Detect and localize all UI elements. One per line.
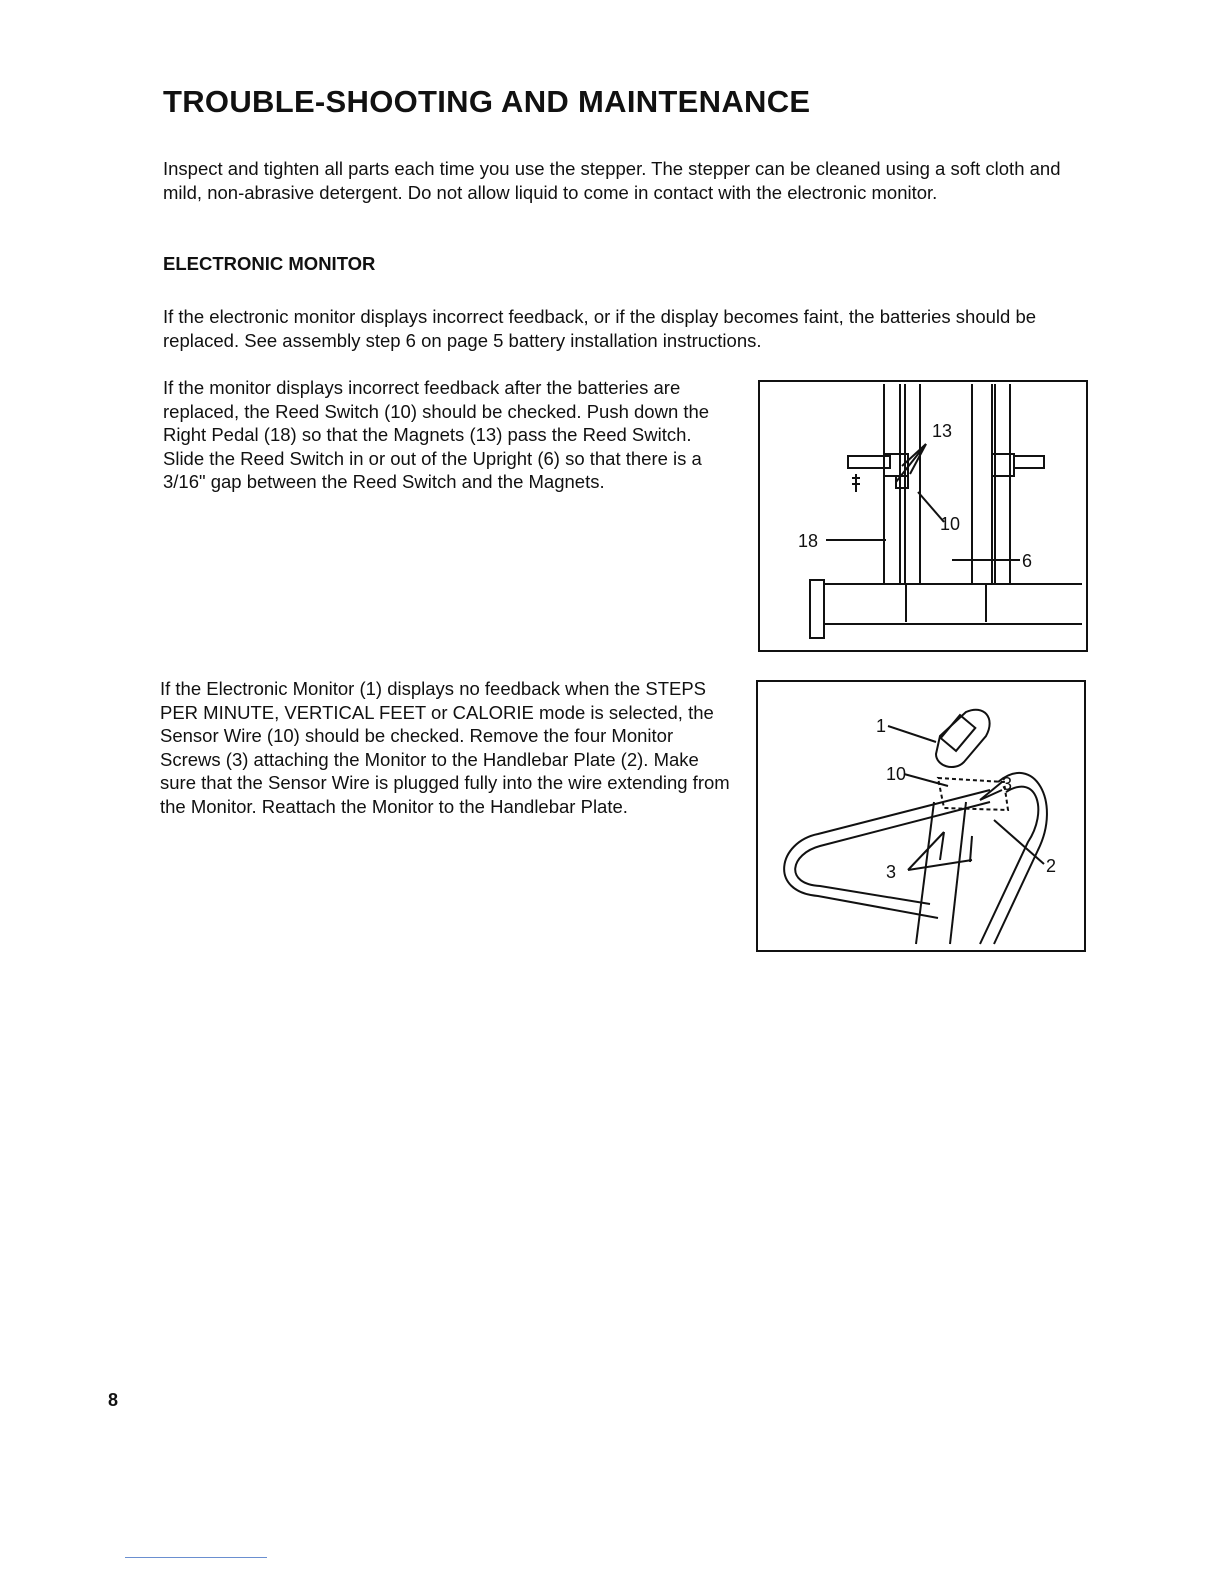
monitor-diagram [756,680,1086,952]
upright-label: 6 [1022,551,1033,571]
pedal-label: 18 [798,531,819,551]
sensor-wire-paragraph: If the Electronic Monitor (1) displays no feedback when the STEPS PER MINUTE, VERTICAL FEET or CALORIE mode is selected, the Sensor Wire (10) should be checked. Remove the four Monitor Screws (3) attaching the Monitor to the Handlebar Plate (2). Make sure that the Sensor Wire is plugged fully into the wire extending from the Monitor. Reattach the Monitor to the Handlebar Plate. [160,678,730,817]
monitor-label: 1 [876,716,887,736]
monitor-illustration [758,682,1084,950]
intro-paragraph: Inspect and tighten all parts each time you use the stepper. The stepper can be cleaned using a soft cloth and mild, non-abrasive detergent. Do not allow liquid to come in contact with the electronic monitor. [163,158,1061,203]
screw-label-bottom: 3 [886,862,897,882]
page-number: 8 [108,1390,119,1410]
reed-switch-label: 10 [940,514,961,534]
reed-switch-paragraph: If the monitor displays incorrect feedback after the batteries are replaced, the Reed Switch (10) should be checked. Push down the Right Pedal (18) so that the Magnets (13) pass the Reed Switch. Slide the Reed Switch in or out of the Upright (6) so that there is a 3/16" gap between the Reed Switch and the Magnets. [163,377,710,492]
reed-switch-diagram [758,380,1088,652]
sensor-wire-label: 10 [886,764,907,784]
battery-paragraph: If the electronic monitor displays incorrect feedback, or if the display becomes faint, the batteries should be replaced. See assembly step 6 on page 5 battery installation instructions. [163,306,1037,351]
reed-switch-illustration [760,382,1086,650]
handlebar-plate-label: 2 [1046,856,1057,876]
magnets-label: 13 [932,421,953,441]
section-heading: ELECTRONIC MONITOR [163,253,376,274]
footer-rule [125,1557,267,1558]
screw-label-top: 3 [1002,774,1013,794]
page-title: TROUBLE-SHOOTING AND MAINTENANCE [163,84,811,119]
